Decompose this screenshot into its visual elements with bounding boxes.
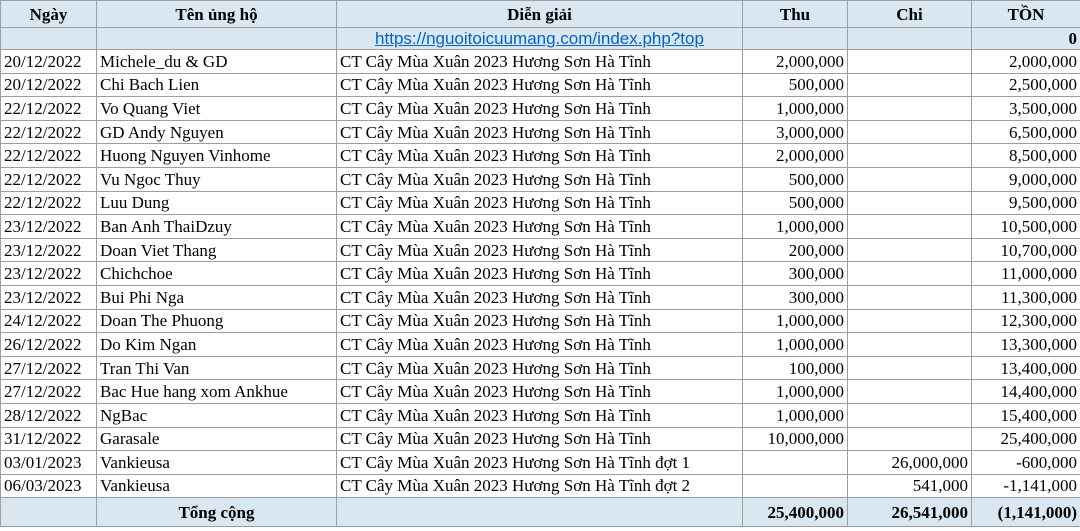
link-row xyxy=(1,28,1080,50)
cell-expense xyxy=(848,73,972,97)
header-expense: Chi xyxy=(848,1,972,28)
cell-balance: 10,700,000 xyxy=(972,238,1080,262)
cell-date: 22/12/2022 xyxy=(1,144,97,168)
cell-donor-name: Huong Nguyen Vinhome xyxy=(97,144,337,168)
link-row-date xyxy=(1,28,97,50)
cell-date: 22/12/2022 xyxy=(1,167,97,191)
cell-balance: 11,300,000 xyxy=(972,285,1080,309)
cell-income: 2,000,000 xyxy=(743,50,848,74)
cell-description: CT Cây Mùa Xuân 2023 Hương Sơn Hà Tĩnh xyxy=(337,403,743,427)
cell-donor-name: Bac Hue hang xom Ankhue xyxy=(97,380,337,404)
table-row xyxy=(1,403,1080,427)
cell-balance: 11,000,000 xyxy=(972,262,1080,286)
table-row xyxy=(1,120,1080,144)
cell-balance: -600,000 xyxy=(972,451,1080,475)
cell-date: 06/03/2023 xyxy=(1,474,97,498)
cell-income: 1,000,000 xyxy=(743,380,848,404)
cell-description: CT Cây Mùa Xuân 2023 Hương Sơn Hà Tĩnh xyxy=(337,356,743,380)
total-label: Tổng cộng xyxy=(97,498,337,527)
cell-income: 300,000 xyxy=(743,285,848,309)
header-name: Tên ủng hộ xyxy=(97,1,337,28)
table-row xyxy=(1,144,1080,168)
cell-date: 27/12/2022 xyxy=(1,380,97,404)
cell-balance: 9,000,000 xyxy=(972,167,1080,191)
cell-donor-name: Vo Quang Viet xyxy=(97,97,337,121)
cell-balance: 2,000,000 xyxy=(972,50,1080,74)
cell-donor-name: Doan The Phuong xyxy=(97,309,337,333)
cell-donor-name: Vu Ngoc Thuy xyxy=(97,167,337,191)
cell-donor-name: Chichchoe xyxy=(97,262,337,286)
cell-income: 200,000 xyxy=(743,238,848,262)
cell-balance: 9,500,000 xyxy=(972,191,1080,215)
cell-income: 500,000 xyxy=(743,191,848,215)
cell-income xyxy=(743,451,848,475)
cell-expense xyxy=(848,97,972,121)
link-row-income xyxy=(743,28,848,50)
cell-description: CT Cây Mùa Xuân 2023 Hương Sơn Hà Tĩnh xyxy=(337,191,743,215)
table-row xyxy=(1,262,1080,286)
cell-income: 1,000,000 xyxy=(743,333,848,357)
cell-income: 10,000,000 xyxy=(743,427,848,451)
total-row xyxy=(1,498,1080,527)
cell-income: 500,000 xyxy=(743,73,848,97)
cell-expense xyxy=(848,285,972,309)
cell-income: 500,000 xyxy=(743,167,848,191)
table-row xyxy=(1,380,1080,404)
cell-balance: 12,300,000 xyxy=(972,309,1080,333)
link-row-name xyxy=(97,28,337,50)
table-row xyxy=(1,215,1080,239)
table-row xyxy=(1,285,1080,309)
cell-income: 1,000,000 xyxy=(743,215,848,239)
total-balance: (1,141,000) xyxy=(972,498,1080,527)
cell-donor-name: Luu Dung xyxy=(97,191,337,215)
table-row xyxy=(1,333,1080,357)
cell-date: 22/12/2022 xyxy=(1,191,97,215)
cell-income: 1,000,000 xyxy=(743,403,848,427)
table-row xyxy=(1,474,1080,498)
cell-income: 1,000,000 xyxy=(743,97,848,121)
cell-expense xyxy=(848,167,972,191)
cell-expense xyxy=(848,120,972,144)
cell-income: 300,000 xyxy=(743,262,848,286)
cell-balance: 14,400,000 xyxy=(972,380,1080,404)
table-row xyxy=(1,451,1080,475)
cell-expense: 26,000,000 xyxy=(848,451,972,475)
cell-expense xyxy=(848,403,972,427)
cell-description: CT Cây Mùa Xuân 2023 Hương Sơn Hà Tĩnh xyxy=(337,120,743,144)
cell-donor-name: Do Kim Ngan xyxy=(97,333,337,357)
cell-date: 23/12/2022 xyxy=(1,215,97,239)
cell-date: 31/12/2022 xyxy=(1,427,97,451)
cell-expense xyxy=(848,356,972,380)
cell-balance: 8,500,000 xyxy=(972,144,1080,168)
table-row xyxy=(1,238,1080,262)
total-expense: 26,541,000 xyxy=(848,498,972,527)
table-row xyxy=(1,167,1080,191)
cell-description: CT Cây Mùa Xuân 2023 Hương Sơn Hà Tĩnh xyxy=(337,333,743,357)
cell-donor-name: Bui Phi Nga xyxy=(97,285,337,309)
cell-income: 100,000 xyxy=(743,356,848,380)
cell-balance: 25,400,000 xyxy=(972,427,1080,451)
table-row xyxy=(1,356,1080,380)
cell-expense xyxy=(848,427,972,451)
cell-date: 20/12/2022 xyxy=(1,50,97,74)
cell-description: CT Cây Mùa Xuân 2023 Hương Sơn Hà Tĩnh xyxy=(337,50,743,74)
cell-description: CT Cây Mùa Xuân 2023 Hương Sơn Hà Tĩnh xyxy=(337,215,743,239)
cell-date: 20/12/2022 xyxy=(1,73,97,97)
cell-description: CT Cây Mùa Xuân 2023 Hương Sơn Hà Tĩnh xyxy=(337,73,743,97)
header-date: Ngày xyxy=(1,1,97,28)
cell-donor-name: Michele_du & GD xyxy=(97,50,337,74)
cell-description: CT Cây Mùa Xuân 2023 Hương Sơn Hà Tĩnh xyxy=(337,309,743,333)
cell-description: CT Cây Mùa Xuân 2023 Hương Sơn Hà Tĩnh xyxy=(337,144,743,168)
header-description: Diễn giải xyxy=(337,1,743,28)
total-date-cell xyxy=(1,498,97,527)
cell-expense xyxy=(848,238,972,262)
cell-date: 03/01/2023 xyxy=(1,451,97,475)
cell-income: 1,000,000 xyxy=(743,309,848,333)
cell-donor-name: Chi Bach Lien xyxy=(97,73,337,97)
cell-expense xyxy=(848,191,972,215)
cell-description: CT Cây Mùa Xuân 2023 Hương Sơn Hà Tĩnh xyxy=(337,167,743,191)
cell-donor-name: Garasale xyxy=(97,427,337,451)
cell-description: CT Cây Mùa Xuân 2023 Hương Sơn Hà Tĩnh xyxy=(337,97,743,121)
source-link[interactable]: https://nguoitoicuumang.com/index.php?top xyxy=(337,28,743,50)
cell-expense xyxy=(848,144,972,168)
cell-date: 23/12/2022 xyxy=(1,238,97,262)
cell-donor-name: Doan Viet Thang xyxy=(97,238,337,262)
cell-date: 22/12/2022 xyxy=(1,97,97,121)
cell-donor-name: Ban Anh ThaiDzuy xyxy=(97,215,337,239)
cell-donor-name: Tran Thi Van xyxy=(97,356,337,380)
cell-expense xyxy=(848,333,972,357)
cell-balance: 13,400,000 xyxy=(972,356,1080,380)
cell-balance: 3,500,000 xyxy=(972,97,1080,121)
cell-donor-name: NgBac xyxy=(97,403,337,427)
table-row xyxy=(1,309,1080,333)
cell-description: CT Cây Mùa Xuân 2023 Hương Sơn Hà Tĩnh xyxy=(337,427,743,451)
cell-date: 28/12/2022 xyxy=(1,403,97,427)
cell-income: 2,000,000 xyxy=(743,144,848,168)
link-row-expense xyxy=(848,28,972,50)
table-row xyxy=(1,73,1080,97)
cell-balance: 6,500,000 xyxy=(972,120,1080,144)
header-income: Thu xyxy=(743,1,848,28)
cell-balance: 13,300,000 xyxy=(972,333,1080,357)
total-income: 25,400,000 xyxy=(743,498,848,527)
table-row xyxy=(1,191,1080,215)
table-row xyxy=(1,427,1080,451)
cell-date: 27/12/2022 xyxy=(1,356,97,380)
cell-expense xyxy=(848,50,972,74)
cell-balance: 15,400,000 xyxy=(972,403,1080,427)
cell-expense xyxy=(848,380,972,404)
table-row xyxy=(1,97,1080,121)
cell-description: CT Cây Mùa Xuân 2023 Hương Sơn Hà Tĩnh xyxy=(337,285,743,309)
cell-expense: 541,000 xyxy=(848,474,972,498)
cell-date: 22/12/2022 xyxy=(1,120,97,144)
cell-donor-name: Vankieusa xyxy=(97,451,337,475)
cell-income xyxy=(743,474,848,498)
opening-balance: 0 xyxy=(972,28,1080,50)
cell-description: CT Cây Mùa Xuân 2023 Hương Sơn Hà Tĩnh đợt 2 xyxy=(337,474,743,498)
cell-description: CT Cây Mùa Xuân 2023 Hương Sơn Hà Tĩnh xyxy=(337,238,743,262)
table-row xyxy=(1,50,1080,74)
cell-expense xyxy=(848,309,972,333)
cell-donor-name: Vankieusa xyxy=(97,474,337,498)
cell-expense xyxy=(848,262,972,286)
cell-income: 3,000,000 xyxy=(743,120,848,144)
cell-balance: 2,500,000 xyxy=(972,73,1080,97)
cell-description: CT Cây Mùa Xuân 2023 Hương Sơn Hà Tĩnh xyxy=(337,262,743,286)
cell-description: CT Cây Mùa Xuân 2023 Hương Sơn Hà Tĩnh xyxy=(337,380,743,404)
cell-description: CT Cây Mùa Xuân 2023 Hương Sơn Hà Tĩnh đợt 1 xyxy=(337,451,743,475)
cell-date: 23/12/2022 xyxy=(1,285,97,309)
cell-date: 23/12/2022 xyxy=(1,262,97,286)
header-row xyxy=(1,1,1080,28)
cell-balance: 10,500,000 xyxy=(972,215,1080,239)
cell-donor-name: GD Andy Nguyen xyxy=(97,120,337,144)
cell-expense xyxy=(848,215,972,239)
cell-date: 24/12/2022 xyxy=(1,309,97,333)
cell-date: 26/12/2022 xyxy=(1,333,97,357)
cell-balance: -1,141,000 xyxy=(972,474,1080,498)
header-balance: TỒN xyxy=(972,1,1080,28)
total-desc-cell xyxy=(337,498,743,527)
